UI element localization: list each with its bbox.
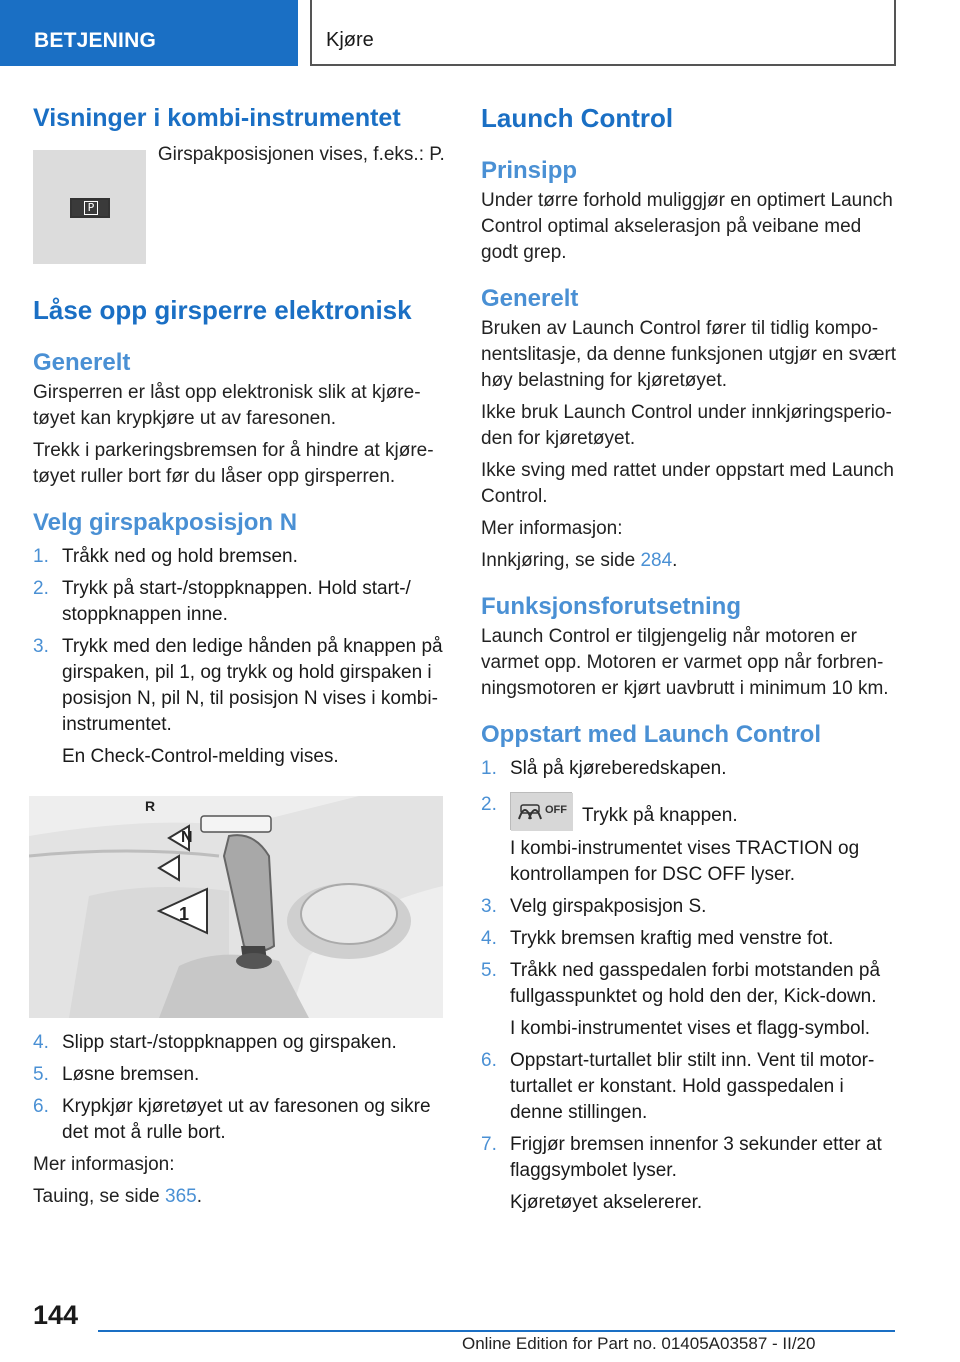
subheading-principle: Prinsipp [481,157,578,184]
list-item: 6. Oppstart-turtallet blir stilt inn. Vent til motor-turtallet er konstant. Hold gasspedalen i denne stillingen. [481,1050,875,1123]
park-indicator-icon [70,198,110,218]
general-paragraph-2: Trekk i parkeringsbremsen for å hindre at kjøre-tøyet ruller bort før du låser opp girsperren. [33,440,434,487]
list-item: 3. Velg girspakposisjon S. [481,896,707,917]
arrow-label-n: N [181,829,193,846]
more-info-label: Mer informasjon: [481,518,623,539]
list-item: 6. Krypkjør kjøretøyet ut av faresonen og sikre det mot å rulle bort. [33,1096,431,1143]
section-title-launch-control: Launch Control [481,103,674,133]
gear-indicator-image [33,150,146,264]
subheading-start-launch-control: Oppstart med Launch Control [481,721,822,748]
page-link-284[interactable]: 284 [640,550,673,571]
list-item: 2. OFF Trykk på knappen. I kombi-instrumentet vises TRACTION og kontrollampen for DSC OFF lyser. [481,794,860,885]
left-column [33,100,445,1210]
cross-reference: Innkjøring, se side 284. [481,550,678,571]
list-item: 5. Løsne bremsen. [33,1064,200,1085]
principle-paragraph: Under tørre forhold muliggjør en optimert Launch Control optimal akselerasjon på veibane med godt grep. [481,190,893,263]
list-item: 2. Trykk på start-/stoppknappen. Hold start-/ stoppknappen inne. [33,578,411,625]
general-paragraph-1: Girsperren er låst opp elektronisk slik at kjøre-tøyet kan krypkjøre ut av faresonen. [33,382,421,429]
list-item: 4. Trykk bremsen kraftig med venstre fot. [481,928,834,949]
launch-steps-list [481,756,901,1216]
gear-lever-illustration [29,796,443,1018]
page-number: 144 [33,1300,79,1330]
chapter-tab[interactable]: Kjøre [310,0,896,66]
park-letter: P [84,201,98,215]
steps-list-a [33,544,445,770]
arrow-label-r: R [145,798,156,814]
right-column [481,100,901,1216]
general-paragraph-2: Ikke bruk Launch Control under innkjøringsperio-den for kjøretøyet. [481,402,892,449]
subheading-select-n: Velg girspakposisjon N [33,509,298,536]
dsc-off-button-icon [510,792,572,830]
section-title-unlock: Låse opp girsperre elektronisk [33,295,412,325]
list-item: 1. Slå på kjøreberedskapen. [481,758,727,779]
list-item: 3. Trykk med den ledige hånden på knappen på girspaken, pil 1, og trykk og hold girspaken i posisjon N, pil N, til posisjon N vises i kombi-instrumentet. En Check-Control-melding vises. [33,636,443,767]
arrow-label-1: 1 [179,904,190,924]
list-item: 7. Frigjør bremsen innenfor 3 sekunder etter at flaggsymbolet lyser. Kjøretøyet akselererer. [481,1134,882,1213]
dsc-off-label: OFF [545,804,567,816]
list-item: 5. Tråkk ned gasspedalen forbi motstanden på fullgasspunktet og hold den der, Kick-down. I kombi-instrumentet vises et flagg-symbol. [481,960,881,1039]
page-header [0,0,960,66]
cross-reference: Tauing, se side 365. [33,1186,203,1207]
page-link-365[interactable]: 365 [165,1186,197,1207]
gear-display-block [33,144,445,264]
edition-note: Online Edition for Part no. 01405A03587 - II/20 [462,1334,816,1353]
subheading-general: Generelt [33,349,131,376]
footer-divider [98,1330,895,1332]
list-item: 4. Slipp start-/stoppknappen og girspaken. [33,1032,397,1053]
section-title-display: Visninger i kombi-instrumentet [33,104,401,132]
gear-display-text: Girspakposisjonen vises, f.eks.: P. [157,144,445,165]
subheading-general: Generelt [481,285,579,312]
more-info-label: Mer informasjon: [33,1154,175,1175]
gear-lever-drawing [29,796,443,1018]
section-tab[interactable]: BETJENING [0,0,298,66]
list-item: 1. Tråkk ned og hold bremsen. [33,546,298,567]
prerequisite-paragraph: Launch Control er tilgjengelig når motoren er varmet opp. Motoren er varmet opp når forbren-ningsmotoren er kjørt uavbrutt i minimum 10 km. [481,626,889,699]
subheading-prerequisite: Funksjonsforutsetning [481,593,741,620]
general-paragraph-1: Bruken av Launch Control fører til tidlig kompo-nentslitasje, da denne funksjonen utgjør en svært høy belastning for kjøretøyet. [481,318,897,391]
steps-list-b [33,1030,445,1146]
general-paragraph-3: Ikke sving med rattet under oppstart med Launch Control. [481,460,894,507]
